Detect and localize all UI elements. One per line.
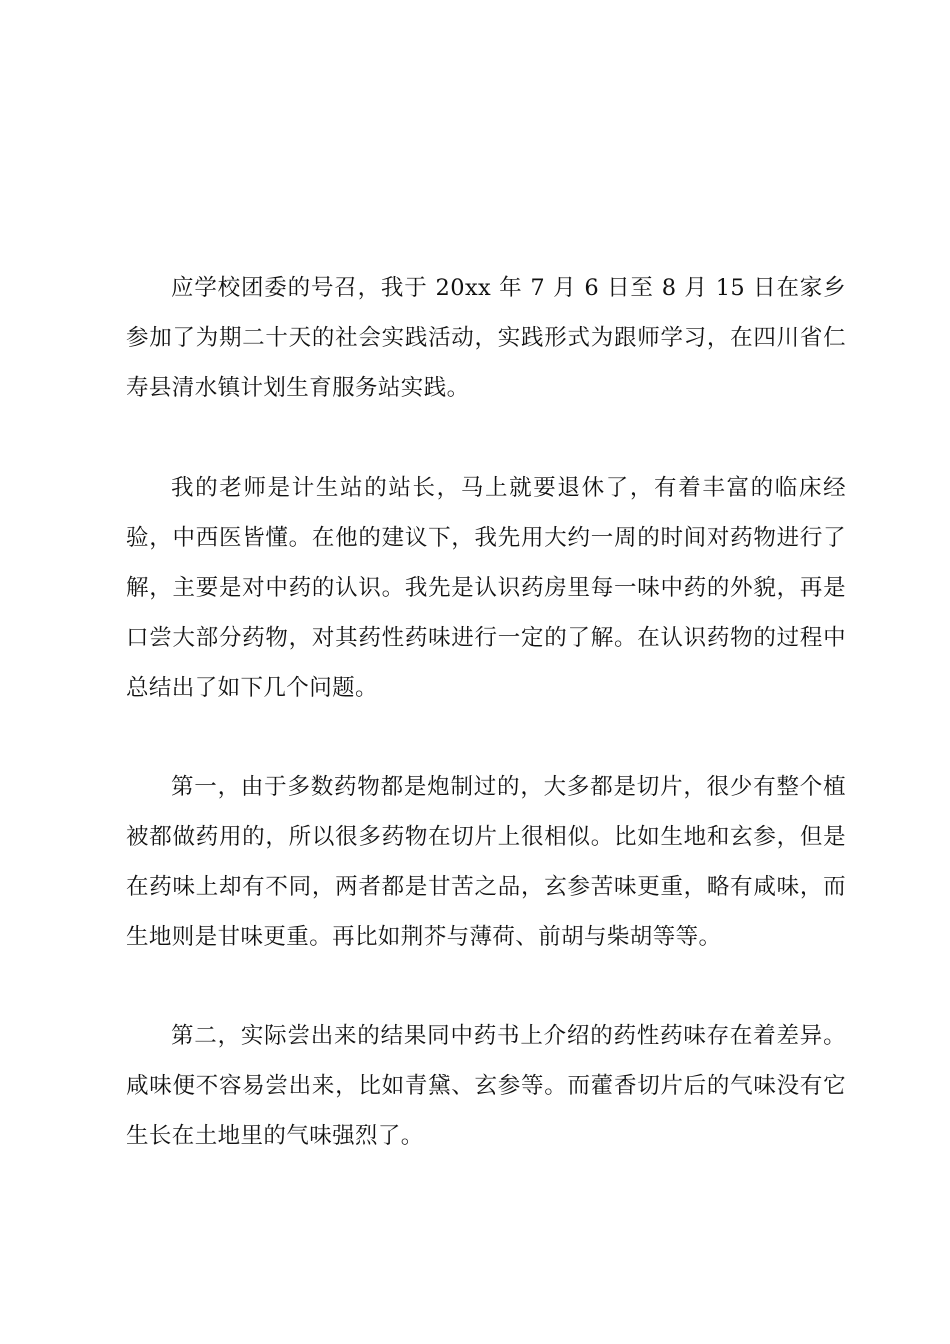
- paragraph-3: 第一，由于多数药物都是炮制过的，大多都是切片，很少有整个植被都做药用的，所以很多药物在切片上很相似。比如生地和玄参，但是在药味上却有不同，两者都是甘苦之品，玄参苦味更重，略有咸味，而生地则是甘味更重。再比如荆芥与薄荷、前胡与柴胡等等。: [126, 774, 846, 950]
- paragraph-1: 应学校团委的号召，我于 20xx 年 7 月 6 日至 8 月 15 日在家乡参加了为期二十天的社会实践活动，实践形式为跟师学习，在四川省仁寿县清水镇计划生育服务站实践。: [126, 275, 846, 401]
- paragraph-2: 我的老师是计生站的站长，马上就要退休了，有着丰富的临床经验，中西医皆懂。在他的建议下，我先用大约一周的时间对药物进行了解，主要是对中药的认识。我先是认识药房里每一味中药的外貌，再是口尝大部分药物，对其药性药味进行一定的了解。在认识药物的过程中总结出了如下几个问题。: [126, 475, 846, 701]
- paragraph-4: 第二，实际尝出来的结果同中药书上介绍的药性药味存在着差异。咸味便不容易尝出来，比如青黛、玄参等。而藿香切片后的气味没有它生长在土地里的气味强烈了。: [126, 1023, 846, 1149]
